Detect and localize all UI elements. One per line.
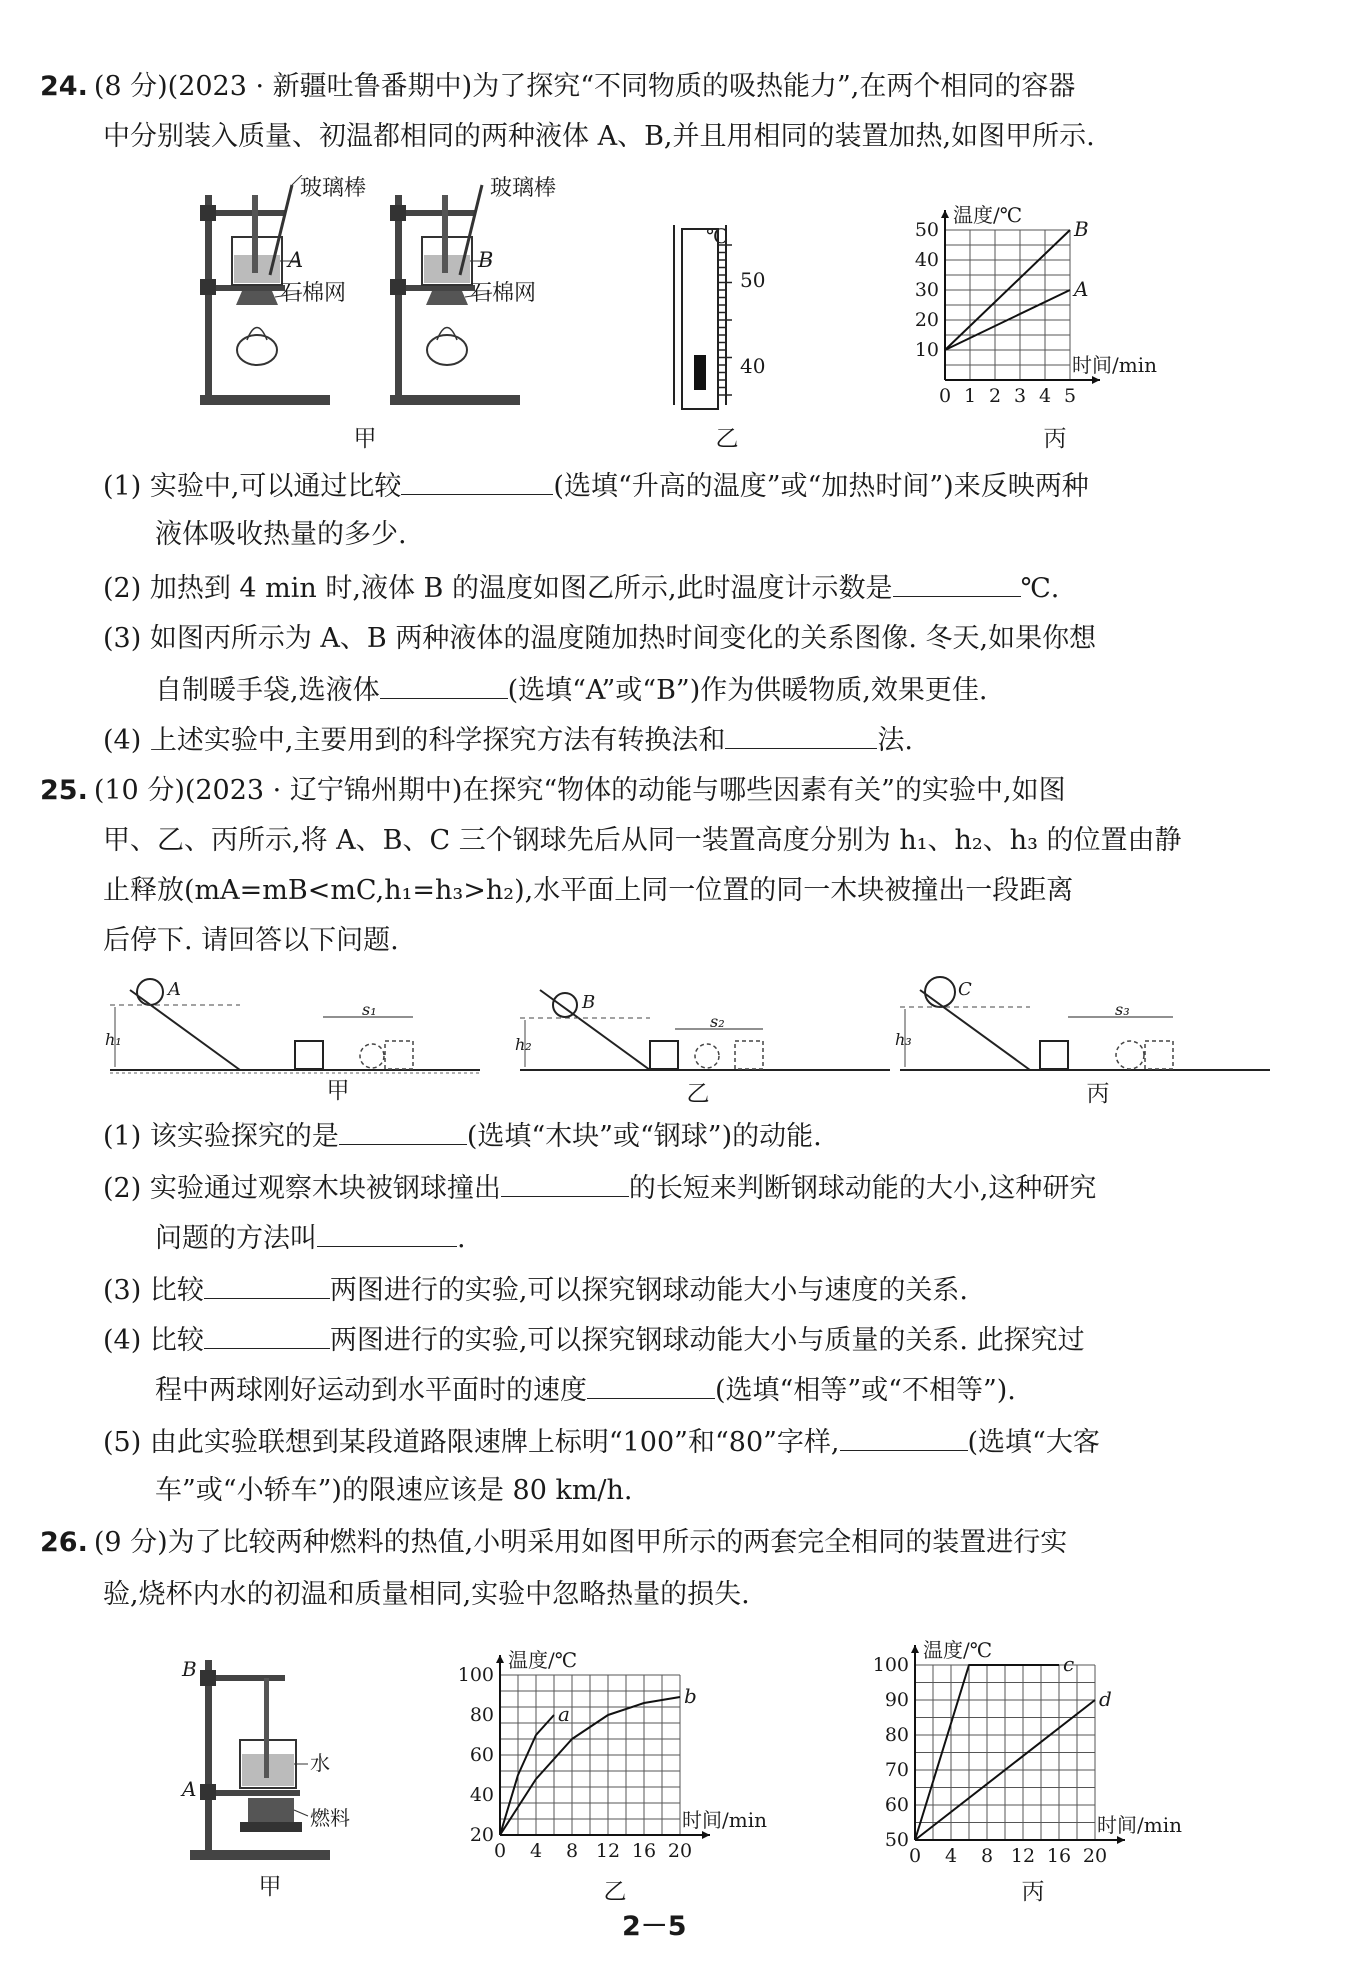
x-tick-label: 2: [988, 385, 1002, 407]
q24-temperature-chart: [900, 200, 1210, 420]
q25-blank-5[interactable]: [204, 1322, 330, 1349]
svg-text:C: C: [958, 979, 972, 1000]
svg-text:玻璃棒: 玻璃棒: [300, 176, 367, 201]
q26-burner-apparatus: [180, 1650, 380, 1870]
x-axis-label: 时间/min: [1097, 1813, 1182, 1837]
svg-text:s₁: s₁: [362, 1000, 377, 1019]
svg-text:h₃: h₃: [895, 1030, 912, 1049]
q25-line4: 后停下. 请回答以下问题.: [103, 925, 399, 956]
q24-line2: 中分别装入质量、初温都相同的两种液体 A、B,并且用相同的装置加热,如图甲所示.: [103, 121, 1095, 152]
q25-ramp-yi: [515, 990, 890, 1070]
y-tick-label: 100: [457, 1664, 494, 1686]
svg-text:B: B: [478, 248, 494, 272]
y-tick-label: 100: [872, 1654, 909, 1676]
q26-caption-jia: 甲: [258, 1874, 282, 1900]
x-tick-label: 1: [963, 385, 977, 407]
x-tick-label: 8: [565, 1840, 579, 1862]
q26-number: 26.: [40, 1527, 88, 1558]
y-tick-label: 40: [469, 1784, 494, 1806]
q24-blank-1[interactable]: [401, 468, 553, 495]
q25-p4-cont: 程中两球刚好运动到水平面时的速度 (选填“相等”或“不相等”).: [155, 1372, 1016, 1408]
y-axis-label: 温度/℃: [953, 203, 1023, 227]
x-axis-label: 时间/min: [682, 1808, 767, 1832]
q24-p1: (1) 实验中,可以通过比较 (选填“升高的温度”或“加热时间”)来反映两种: [103, 468, 1089, 504]
svg-text:40: 40: [740, 354, 766, 378]
q25-p1: (1) 该实验探究的是 (选填“木块”或“钢球”)的动能.: [103, 1118, 822, 1154]
x-tick-label: 16: [1046, 1845, 1072, 1865]
x-axis-arrow: [702, 1831, 710, 1839]
q26-chart-bing: [855, 1625, 1215, 1865]
q25-p5-cont: 车”或“小轿车”)的限速应该是 80 km/h.: [155, 1475, 633, 1506]
x-tick-label: 4: [944, 1845, 958, 1865]
q26-line1: 26. (9 分)为了比较两种燃料的热值,小明采用如图甲所示的两套完全相同的装置进行实: [40, 1527, 1068, 1558]
q26-chart-yi: [440, 1625, 800, 1865]
series-line-a: [500, 1715, 554, 1835]
q25-line1: 25. (10 分)(2023 · 辽宁锦州期中)在探究“物体的动能与哪些因素有关”的实验中,如图: [40, 775, 1066, 806]
x-tick-label: 0: [938, 385, 952, 407]
q24-blank-2[interactable]: [893, 570, 1021, 597]
q25-line2: 甲、乙、丙所示,将 A、B、C 三个钢球先后从同一装置高度分别为 h₁、h₂、h₃ 的位置由静: [103, 825, 1182, 856]
y-tick-label: 10: [914, 339, 939, 361]
y-tick-label: 80: [884, 1724, 909, 1746]
q25-blank-1[interactable]: [339, 1118, 467, 1145]
q25-caption-jia: 甲: [326, 1078, 350, 1104]
series-label-a: a: [558, 1702, 570, 1726]
q24-blank-3[interactable]: [380, 672, 508, 699]
x-tick-label: 0: [493, 1840, 507, 1862]
q25-ramp-bing: [895, 977, 1270, 1070]
svg-text:h₁: h₁: [105, 1030, 122, 1049]
q25-number: 25.: [40, 775, 88, 806]
x-axis-label: 时间/min: [1072, 353, 1157, 377]
q24-setup-b: [390, 176, 556, 405]
svg-text:℃: ℃: [706, 225, 729, 248]
y-tick-label: 50: [914, 219, 939, 241]
q24-thermometer: [670, 225, 770, 410]
q24-caption-yi: 乙: [715, 426, 739, 452]
y-tick-label: 70: [884, 1759, 909, 1781]
series-label-c: c: [1063, 1652, 1075, 1676]
q24-number: 24.: [40, 71, 88, 102]
svg-text:A: A: [288, 248, 304, 272]
q25-blank-7[interactable]: [840, 1424, 968, 1451]
q25-blank-3[interactable]: [317, 1220, 457, 1247]
x-axis-arrow: [1092, 376, 1100, 384]
q25-blank-4[interactable]: [204, 1272, 330, 1299]
x-tick-label: 4: [1038, 385, 1052, 407]
y-tick-label: 90: [884, 1689, 909, 1711]
y-tick-label: 20: [469, 1824, 494, 1846]
q24-apparatus-figure: [180, 175, 600, 415]
x-tick-label: 12: [1010, 1845, 1036, 1865]
x-tick-label: 12: [595, 1840, 621, 1862]
q24-p3: (3) 如图丙所示为 A、B 两种液体的温度随加热时间变化的关系图像. 冬天,如果你想: [103, 623, 1097, 654]
svg-text:燃料: 燃料: [310, 1806, 350, 1830]
q25-caption-bing: 丙: [1086, 1081, 1110, 1107]
svg-text:石棉网: 石棉网: [280, 281, 347, 306]
svg-text:50: 50: [740, 268, 766, 292]
y-axis-arrow: [496, 1655, 504, 1663]
q26-caption-bing: 丙: [1021, 1879, 1045, 1905]
svg-text:水: 水: [310, 1751, 330, 1775]
q26-caption-yi: 乙: [603, 1879, 627, 1905]
svg-text:s₂: s₂: [710, 1012, 725, 1031]
q24-caption-jia: 甲: [353, 426, 377, 452]
x-tick-label: 8: [980, 1845, 994, 1865]
y-tick-label: 80: [469, 1704, 494, 1726]
q24-p2: (2) 加热到 4 min 时,液体 B 的温度如图乙所示,此时温度计示数是 ℃.: [103, 570, 1059, 606]
x-tick-label: 4: [529, 1840, 543, 1862]
y-axis-label: 温度/℃: [508, 1648, 578, 1672]
svg-text:s₃: s₃: [1115, 1000, 1130, 1019]
svg-text:A: A: [168, 979, 181, 1000]
y-axis-arrow: [911, 1645, 919, 1653]
y-tick-label: 50: [884, 1829, 909, 1851]
q26-line2: 验,烧杯内水的初温和质量相同,实验中忽略热量的损失.: [103, 1579, 750, 1610]
q25-caption-yi: 乙: [686, 1081, 710, 1107]
x-tick-label: 20: [1082, 1845, 1108, 1865]
svg-text:h₂: h₂: [515, 1035, 532, 1054]
svg-text:B: B: [182, 1657, 197, 1681]
y-tick-label: 20: [914, 309, 939, 331]
q25-p4: (4) 比较 两图进行的实验,可以探究钢球动能大小与质量的关系. 此探究过: [103, 1322, 1085, 1358]
q24-caption-bing: 丙: [1043, 426, 1067, 452]
q24-blank-4[interactable]: [725, 722, 877, 749]
x-tick-label: 20: [667, 1840, 693, 1862]
q25-p2-cont: 问题的方法叫 .: [155, 1220, 466, 1256]
x-tick-label: 0: [908, 1845, 922, 1865]
x-tick-label: 5: [1063, 385, 1077, 407]
x-axis-arrow: [1117, 1836, 1125, 1844]
x-tick-label: 3: [1013, 385, 1027, 407]
q24-p3-cont: 自制暖手袋,选液体 (选填“A”或“B”)作为供暖物质,效果更佳.: [155, 672, 987, 708]
q25-line3: 止释放(mA=mB<mC,h₁=h₃>h₂),水平面上同一位置的同一木块被撞出一段距离: [103, 875, 1074, 906]
series-label-b: b: [684, 1684, 697, 1708]
series-label-A: A: [1074, 277, 1089, 301]
svg-text:B: B: [582, 992, 596, 1013]
q24-setup-a: [200, 175, 366, 405]
q25-ramp-jia: [105, 979, 480, 1073]
q24-line1: 24. (8 分)(2023 · 新疆吐鲁番期中)为了探究“不同物质的吸热能力”,在两个相同的容器: [40, 71, 1076, 102]
q25-p5: (5) 由此实验联想到某段道路限速牌上标明“100”和“80”字样, (选填“大客: [103, 1424, 1100, 1460]
y-axis-label: 温度/℃: [923, 1638, 993, 1662]
q25-p2: (2) 实验通过观察木块被钢球撞出 的长短来判断钢球动能的大小,这种研究: [103, 1170, 1096, 1206]
y-tick-label: 30: [914, 279, 939, 301]
x-tick-label: 16: [631, 1840, 657, 1862]
q24-p1-cont: 液体吸收热量的多少.: [155, 519, 407, 550]
series-label-B: B: [1074, 217, 1089, 241]
svg-text:玻璃棒: 玻璃棒: [490, 176, 557, 201]
y-axis-arrow: [941, 210, 949, 218]
q25-p3: (3) 比较 两图进行的实验,可以探究钢球动能大小与速度的关系.: [103, 1272, 968, 1308]
page-number: 2－5: [622, 1911, 687, 1942]
q25-blank-6[interactable]: [587, 1372, 715, 1399]
svg-text:A: A: [182, 1777, 197, 1801]
svg-text:石棉网: 石棉网: [470, 281, 537, 306]
series-label-d: d: [1099, 1687, 1112, 1711]
y-tick-label: 40: [914, 249, 939, 271]
y-tick-label: 60: [469, 1744, 494, 1766]
y-tick-label: 60: [884, 1794, 909, 1816]
q25-blank-2[interactable]: [501, 1170, 629, 1197]
q24-p4: (4) 上述实验中,主要用到的科学探究方法有转换法和 法.: [103, 722, 913, 758]
